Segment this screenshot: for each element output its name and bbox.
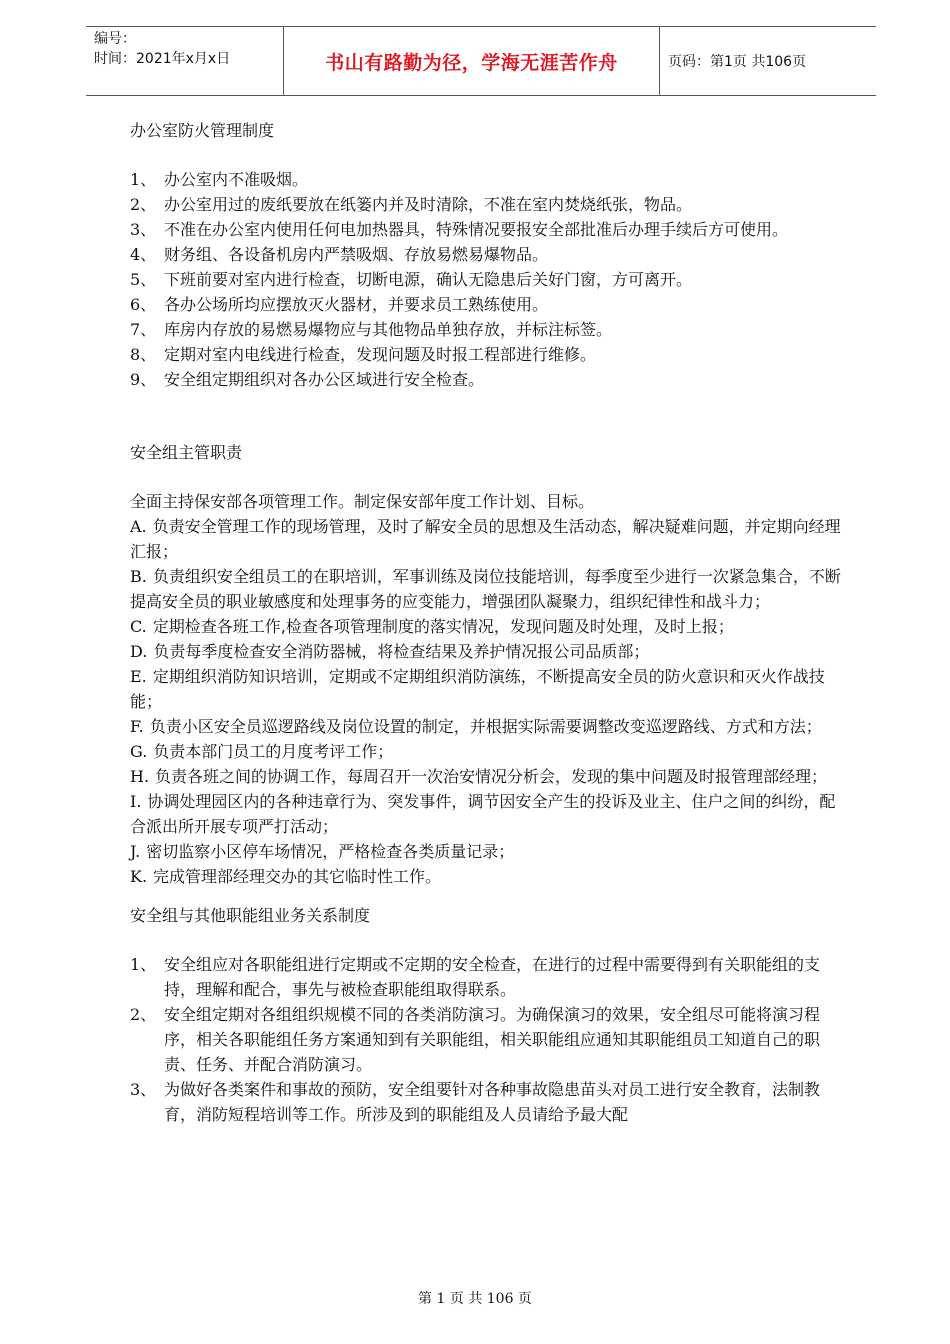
list-item [130,564,850,614]
item-text: 安全组应对各职能组进行定期或不定期的安全检查，在进行的过程中需要得到有关职能组的支持，理解和配合，事先与被检查职能组取得联系。 [164,955,821,999]
header-page-info: 页码：第1页 共106页 [668,54,807,70]
page-header [86,26,876,96]
list-item [130,167,850,192]
section-title-relations: 安全组与其他职能组业务关系制度 [130,906,371,925]
item-number: 2、 [130,195,157,214]
item-number: 6、 [130,295,157,314]
item-number: 1、 [130,955,157,974]
item-letter: F. [130,717,144,736]
list-item [130,317,850,342]
item-letter: D. [130,642,148,661]
item-text: 负责小区安全员巡逻路线及岗位设置的制定，并根据实际需要调整改变巡逻路线、方式和方法； [149,717,822,736]
item-text: 定期对室内电线进行检查，发现问题及时报工程部进行维修。 [164,345,597,364]
list-item [130,1077,850,1127]
list-item [130,367,850,392]
duties-list [130,514,850,889]
list-item [130,714,850,739]
item-number: 4、 [130,245,157,264]
item-number: 2、 [130,1005,157,1024]
section-title-office-fire: 办公室防火管理制度 [130,121,275,140]
item-text: 定期组织消防知识培训，定期或不定期组织消防演练，不断提高安全员的防火意识和灭火作战技能； [130,667,825,711]
section-title-supervisor-duties: 安全组主管职责 [130,443,243,462]
item-text: 负责组织安全组员工的在职培训，军事训练及岗位技能培训，每季度至少进行一次紧急集合，不断提高安全员的职业敏感度和处理事务的应变能力，增强团队凝聚力，组织纪律性和战斗力； [130,567,841,611]
item-text: 完成管理部经理交办的其它临时性工作。 [153,867,442,886]
item-text: 负责本部门员工的月度考评工作； [153,742,394,761]
header-motto: 书山有路勤为径，学海无涯苦作舟 [284,27,660,95]
list-item [130,614,850,639]
item-text: 定期检查各班工作,检查各项管理制度的落实情况，发现问题及时处理，及时上报； [152,617,734,636]
list-item [130,764,850,789]
item-letter: C. [130,617,147,636]
item-letter: H. [130,767,150,786]
list-item [130,952,850,1002]
item-letter: I. [130,792,142,811]
list-item [130,664,850,714]
item-text: 下班前要对室内进行检查，切断电源，确认无隐患后关好门窗，方可离开。 [164,270,693,289]
list-item [130,864,850,889]
item-letter: B. [130,567,147,586]
item-text: 安全组定期组织对各办公区域进行安全检查。 [164,370,485,389]
item-text: 密切监察小区停车场情况，严格检查各类质量记录； [146,842,515,861]
item-number: 3、 [130,220,157,239]
list-item [130,1002,850,1077]
item-letter: J. [130,842,141,861]
list-item [130,267,850,292]
list-item [130,739,850,764]
number-label: 编号： [94,31,136,47]
item-text: 不准在办公室内使用任何电加热器具，特殊情况要报安全部批准后办理手续后方可使用。 [164,220,789,239]
list-item [130,192,850,217]
item-text: 办公室用过的废纸要放在纸篓内并及时清除，不准在室内焚烧纸张，物品。 [164,195,693,214]
item-letter: A. [130,517,147,536]
list-item [130,639,850,664]
item-text: 协调处理园区内的各种违章行为、突发事件，调节因安全产生的投诉及业主、住户之间的纠纷，配合派出所开展专项严打活动； [130,792,836,836]
time-label: 时间：2021年x月x日 [94,51,231,67]
item-number: 5、 [130,270,157,289]
item-text: 负责各班之间的协调工作，每周召开一次治安情况分析会，发现的集中问题及时报管理部经理； [155,767,828,786]
list-item [130,839,850,864]
item-text: 各办公场所均应摆放灭火器材，并要求员工熟练使用。 [164,295,549,314]
page-footer: 第 1 页 共 106 页 [418,1291,532,1307]
list-item [130,292,850,317]
item-text: 财务组、各设备机房内严禁吸烟、存放易燃易爆物品。 [164,245,549,264]
fire-rules-list [130,167,850,392]
document-body [130,118,850,1127]
list-item [130,514,850,564]
item-number: 3、 [130,1080,157,1099]
list-item [130,217,850,242]
list-item [130,342,850,367]
item-text: 办公室内不准吸烟。 [164,170,309,189]
duties-intro: 全面主持保安部各项管理工作。制定保安部年度工作计划、目标。 [130,492,595,511]
relations-list [130,952,850,1127]
item-text: 负责每季度检查安全消防器械，将检查结果及养护情况报公司品质部； [153,642,650,661]
item-text: 负责安全管理工作的现场管理，及时了解安全员的思想及生活动态，解决疑难问题，并定期向经理汇报； [130,517,841,561]
item-number: 7、 [130,320,157,339]
item-letter: G. [130,742,148,761]
list-item [130,789,850,839]
item-letter: E. [130,667,147,686]
list-item [130,242,850,267]
item-number: 8、 [130,345,157,364]
header-meta [86,27,284,95]
item-text: 为做好各类案件和事故的预防，安全组要针对各种事故隐患苗头对员工进行安全教育，法制教育，消防短程培训等工作。所涉及到的职能组及人员请给予最大配 [164,1080,821,1124]
item-number: 9、 [130,370,157,389]
item-text: 库房内存放的易燃易爆物应与其他物品单独存放，并标注标签。 [164,320,613,339]
item-text: 安全组定期对各组组织规模不同的各类消防演习。为确保演习的效果，安全组尽可能将演习程序，相关各职能组任务方案通知到有关职能组，相关职能组应通知其职能组员工知道自己的职责、任务、并配合消防演习。 [164,1005,821,1074]
item-letter: K. [130,867,148,886]
item-number: 1、 [130,170,157,189]
